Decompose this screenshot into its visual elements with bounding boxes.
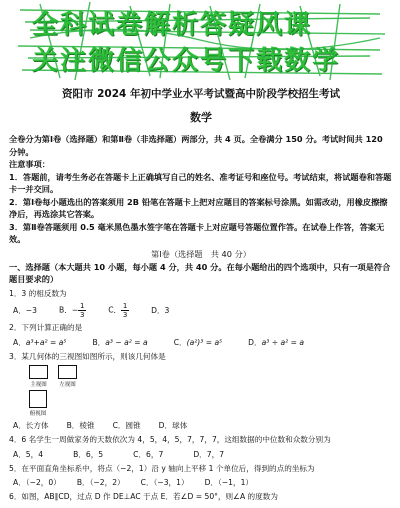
q3-option-d: D．球体 [158, 421, 188, 430]
notice-label: 注意事项： [9, 159, 50, 169]
notice-1: 1．答题前，请考生务必在答题卡上正确填写自己的姓名、准考证号和座位号。考试结束，将试题卷和答题卡一并交回。 [9, 171, 392, 194]
q5-option-d: D．（−1，1） [204, 478, 254, 487]
q3-option-c: C．圆锥 [112, 421, 141, 430]
banner-line-1: 全科试卷解析答疑风课 [32, 10, 313, 40]
front-view-label: 主视图 [30, 382, 47, 388]
question-2-options [13, 337, 393, 348]
exam-subject: 数学 [190, 111, 212, 124]
q3-option-b: B．棱锥 [66, 421, 95, 430]
q2-option-d: D．a³ ÷ a² = a [248, 337, 305, 347]
q1-option-c: C． $\frac{1}{3}$ [108, 302, 128, 319]
q1-option-a: A．−3 [13, 306, 37, 315]
question-2-stem: 2．下列计算正确的是 [9, 323, 83, 332]
q5-option-a: A．（−2，0） [13, 478, 61, 487]
section-header: 第Ⅰ卷（选择题 共 40 分） [151, 248, 251, 259]
q4-option-d: D．7，7 [193, 449, 225, 459]
question-5-stem: 5．在平面直角坐标系中，将点（−2，1）沿 y 轴向上平移 1 个单位后，得到的点的坐标为 [9, 463, 315, 473]
intro-line: 全卷分为第Ⅰ卷（选择题）和第Ⅱ卷（非选择题）两部分，共 4 页。全卷满分 150 分。考试时间共 120 分钟。 [9, 134, 383, 157]
top-view [29, 390, 47, 417]
exam-content [9, 86, 393, 505]
q4-option-b: B．6，5 [73, 449, 104, 459]
question-1-options [13, 302, 393, 319]
question-5-options [13, 477, 393, 488]
three-views-figure [29, 365, 393, 388]
banner-line-2: 关注微信公众号下载数学 [32, 46, 341, 76]
side-view-label: 左视图 [59, 382, 76, 388]
question-3-stem: 3．某几何体的三视图如图所示，则该几何体是 [9, 351, 166, 361]
top-view-shape [29, 390, 47, 408]
watermark-banner [0, 0, 400, 82]
section-instruction: 一、选择题（本大题共 10 小题，每小题 4 分，共 40 分。在每小题给出的四个选项中，只有一项是符合题目要求的） [9, 261, 391, 284]
q3-option-a: A．长方体 [13, 421, 49, 430]
q5-option-c: C．（−3，1） [140, 478, 189, 487]
q2-option-a: A．a³+a² = a⁵ [13, 337, 67, 347]
exam-title: 资阳市 2024 年初中学业水平考试暨高中阶段学校招生考试 [61, 88, 341, 100]
front-view-shape [29, 365, 48, 379]
q2-option-c: C．(a²)³ = a⁵ [173, 337, 223, 347]
side-view [58, 365, 77, 388]
side-view-shape [58, 365, 77, 379]
q4-option-c: C．6，7 [133, 449, 164, 459]
q2-option-b: B．a³ − a² = a [92, 337, 148, 347]
q4-option-a: A．5，4 [13, 449, 44, 459]
q1-option-b: B．− $\frac{1}{3}$ [59, 302, 85, 319]
question-3-options [13, 420, 393, 431]
top-view-row [29, 390, 393, 417]
q1-option-d: D．3 [151, 306, 170, 315]
scribble-overlay [0, 0, 400, 82]
notice-3: 3．第Ⅱ卷答题须用 0.5 毫米黑色墨水签字笔在答题卡上对应题号答题位置作答。在试卷上作答，答案无效。 [9, 221, 385, 244]
question-6-stem: 6．如图，AB∥CD，过点 D 作 DE⊥AC 于点 E．若∠D = 50°，则∠A 的度数为 [9, 492, 278, 501]
question-1-stem: 1．3 的相反数为 [9, 288, 67, 298]
top-view-label: 俯视图 [29, 411, 47, 417]
notice-2: 2．第Ⅰ卷每小题选出的答案须用 2B 铅笔在答题卡上把对应题目的答案标号涂黑。如需改动，用橡皮擦擦净后，再选涂其它答案。 [9, 196, 388, 219]
q5-option-b: B．（−2，2） [76, 478, 125, 487]
question-4-stem: 4．6 名学生一周做家务的天数依次为 4，5，4，5，7，7，7，这组数据的中位数和众数分别为 [9, 435, 331, 444]
front-view [29, 365, 48, 388]
question-4-options [13, 449, 393, 460]
